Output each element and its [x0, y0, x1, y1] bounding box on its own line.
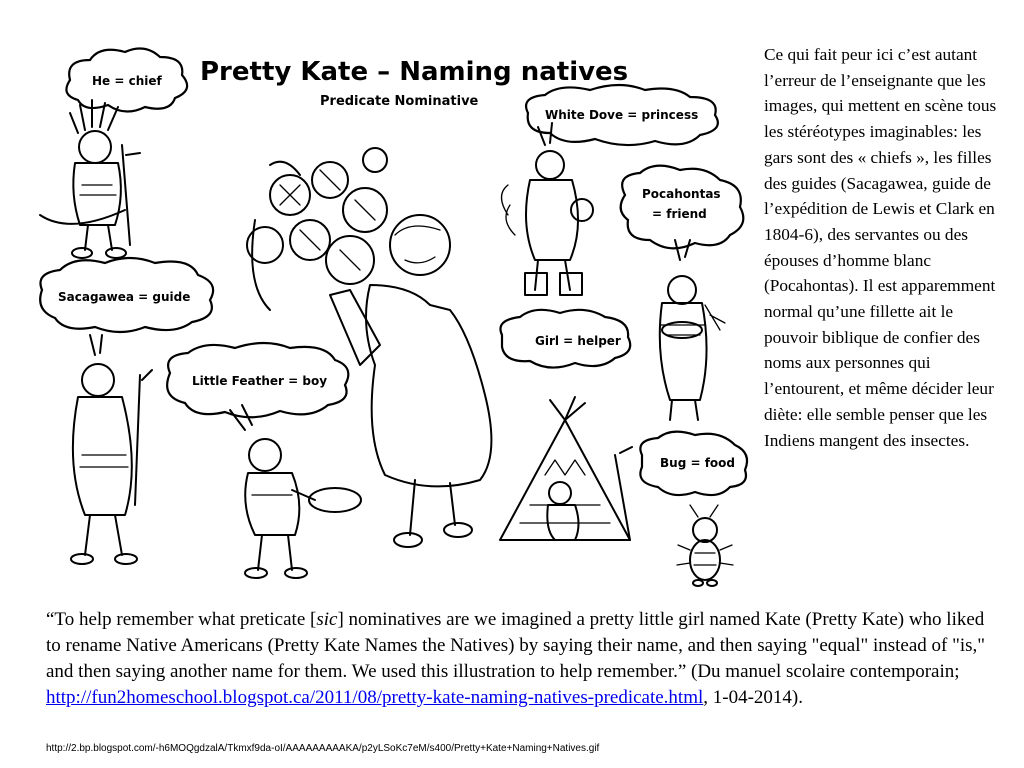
worksheet-subtitle: Predicate Nominative	[320, 94, 479, 109]
chief-figure	[40, 100, 140, 258]
bubble-friend	[621, 166, 744, 249]
princess-figure	[502, 123, 594, 295]
pocahontas-figure	[660, 240, 725, 420]
bubble-friend-text-1: Pocahontas	[642, 187, 721, 201]
quote-open: “To help remember what preticate [	[46, 609, 317, 630]
bug-figure	[677, 505, 733, 586]
bubble-chief-text: He = chief	[92, 74, 162, 88]
bubble-helper-text: Girl = helper	[535, 334, 621, 348]
bubble-helper	[500, 310, 630, 368]
bubble-food-text: Bug = food	[660, 456, 735, 470]
bubble-food	[640, 432, 747, 495]
bubble-friend-text-2: = friend	[652, 207, 707, 221]
image-source-url: http://2.bp.blogspot.com/-h6MOQgdzalA/Tkmxf9da-oI/AAAAAAAAAKA/p2yLSoKc7eM/s400/Pretty+Kate+Naming+Natives.gif	[46, 743, 600, 754]
quote-body: ] nominatives are we imagined a pretty little girl named Kate (Pretty Kate) who liked to rename Native Americans (Pretty Kate Names the Natives) by saying their name, and then saying "equal" instead of "is," and then saying another name for them. We used this illustration to help remember.” (Du manuel scolaire contemporain;	[46, 609, 986, 682]
quote-paragraph	[46, 607, 1001, 711]
quote-sic: sic	[316, 609, 338, 630]
sacagawea-figure	[71, 335, 152, 564]
bubble-chief	[66, 48, 187, 111]
worksheet-illustration	[30, 35, 765, 595]
bubble-guide	[40, 258, 213, 332]
bubble-princess	[526, 85, 718, 145]
little-feather-figure	[230, 405, 361, 578]
bubble-guide-text: Sacagawea = guide	[58, 290, 191, 304]
quote-date: , 1-04-2014).	[703, 687, 804, 708]
bubble-princess-text: White Dove = princess	[545, 108, 699, 122]
bubble-boy	[167, 343, 348, 417]
worksheet-title: Pretty Kate – Naming natives	[200, 57, 629, 87]
bubble-boy-text: Little Feather = boy	[192, 374, 328, 388]
source-link[interactable]: http://fun2homeschool.blogspot.ca/2011/08/pretty-kate-naming-natives-predicate.html	[46, 687, 704, 708]
teepee-figure	[500, 397, 632, 540]
commentary-paragraph: Ce qui fait peur ici c’est autant l’erreur de l’enseignante que les images, qui mettent en scène tous les stéréotypes imaginables: les gars sont des « chiefs », les filles des guides (Sacagawea, guide de l’expédition de Lewis et Clark en 1804-6), des servantes ou des épouses d’homme blanc (Pocahontas). Il est apparemment normal qu’une fillette ait le pouvoir biblique de confier des noms aux personnes qui l’entourent, et même décider leur diète: elle semble penser que les Indiens mangent des insectes.	[764, 45, 997, 450]
